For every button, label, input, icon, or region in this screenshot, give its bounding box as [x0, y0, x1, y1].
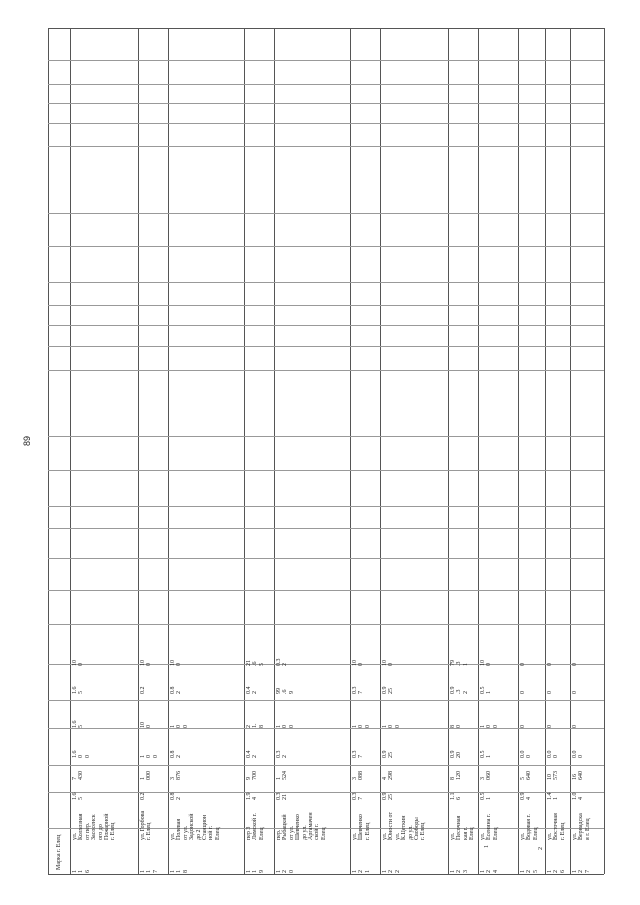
table-cell-idx: 1 2 3 [450, 870, 469, 873]
grid-line-horizontal [48, 558, 604, 559]
table-cell-name: ул. Есенина г. Елец [480, 813, 499, 840]
table-cell-c2: 10 573 [547, 771, 560, 780]
extra-number-2: 2 [538, 847, 544, 850]
grid-line-vertical [518, 28, 519, 874]
table-cell-name: ул. Песочная кая г. Елец [450, 815, 476, 840]
grid-line-vertical [48, 28, 49, 874]
table-cell-c3: 0.0 0 [547, 750, 560, 758]
table-cell-c5: 0 [572, 691, 578, 694]
grid-line-horizontal [48, 60, 604, 61]
table-cell-c3: 0.8 2 [170, 750, 183, 758]
rotated-table-sheet [48, 28, 604, 874]
grid-line-horizontal [48, 436, 604, 437]
table-cell-c2: 16 640 [572, 771, 585, 780]
table-cell-c6: 79 .3 1 [450, 660, 469, 666]
table-cell-name: ул. Шевченко г. Елец [352, 814, 371, 840]
table-cell-c4: 2 1. 8 [246, 723, 265, 728]
table-cell-c1: 1.1 6 [450, 792, 463, 800]
table-cell-idx: 1 2 1 [352, 870, 371, 873]
table-cell-name: ул. Полевая от ул. Задонской до 2 Станцион ной г. Елец [170, 813, 221, 840]
grid-line-horizontal [48, 528, 604, 529]
table-cell-c3: 0.4 2 [246, 750, 259, 758]
grid-line-horizontal [48, 370, 604, 371]
table-cell-c3: 0.0 0 [520, 750, 533, 758]
grid-line-vertical [138, 28, 139, 874]
table-cell-name: пер 3 Лямской г. Елец [246, 813, 265, 840]
table-cell-c5: 0.2 [140, 686, 146, 694]
grid-line-vertical [448, 28, 449, 874]
grid-line-vertical [168, 28, 169, 874]
table-cell-c5: 0.3 7 [352, 686, 365, 694]
grid-line-vertical [478, 28, 479, 874]
table-cell-c1: 0.9 4 [520, 792, 533, 800]
table-cell-c2: 9 700 [246, 771, 259, 780]
grid-line-horizontal [48, 506, 604, 507]
table-cell-c2: 3 876 [170, 771, 183, 780]
table-cell-name: ул. Юности от ул. К.Цеткин до ул. Свободы г. Елец [382, 811, 427, 840]
table-cell-c2: 8 120 [450, 771, 463, 780]
table-cell-c4: 10 0 [140, 722, 153, 728]
table-cell-c6: 10 0 [480, 660, 493, 666]
table-cell-c1: 0.5 1 [480, 792, 493, 800]
table-cell-c2: 3 060 [480, 771, 493, 780]
grid-line-horizontal [48, 213, 604, 214]
table-cell-c4: 0 [520, 725, 526, 728]
table-cell-c4: 1 0 0 [480, 725, 499, 728]
table-cell-c1: 1.0 4 [572, 792, 585, 800]
table-cell-idx: 1 2 2 [382, 870, 401, 873]
grid-line-horizontal [48, 123, 604, 124]
table-cell-c3: 0.3 2 [276, 750, 289, 758]
table-cell-name: ул. Восточная г. Елец [547, 813, 566, 840]
grid-line-horizontal [48, 325, 604, 326]
table-cell-c3: 0.5 1 [480, 750, 493, 758]
grid-line-horizontal [48, 346, 604, 347]
grid-line-vertical [380, 28, 381, 874]
table-cell-name: ул. Водовая г. Елец [520, 814, 539, 840]
table-cell-idx: 1 2 4 [480, 870, 499, 873]
table-cell-c1: 0.3 7 [352, 792, 365, 800]
table-cell-c3: 0.9 20 [450, 750, 463, 758]
grid-line-vertical [545, 28, 546, 874]
grid-line-horizontal [48, 874, 604, 875]
grid-line-horizontal [48, 765, 604, 766]
table-cell-c1: 1.6 5 [72, 792, 85, 800]
table-cell-c5: 0.8 2 [170, 686, 183, 694]
table-cell-c6: 10 0 [352, 660, 365, 666]
table-cell-idx: 1 1 7 [140, 870, 159, 873]
grid-line-horizontal [48, 282, 604, 283]
grid-line-horizontal [48, 624, 604, 625]
table-cell-c3: 0.9 25 [382, 750, 395, 758]
table-cell-name: ул. Горбова г. Елец [140, 810, 153, 840]
table-cell-c5: 0.5 1 [480, 686, 493, 694]
table-cell-c2: 1 000 [140, 771, 153, 780]
table-cell-c3: 1.6 0 0 [72, 750, 91, 758]
grid-line-vertical [604, 28, 605, 874]
table-cell-c1: 0.2 [140, 792, 146, 800]
table-cell-c5: 0 [520, 691, 526, 694]
table-cell-c6: 10 0 [72, 660, 85, 666]
grid-line-horizontal [48, 470, 604, 471]
table-cell-c5: 0.4 2 [246, 686, 259, 694]
table-cell-idx: 1 2 7 [572, 870, 591, 873]
table-cell-c4: 8 0 [450, 725, 463, 728]
table-cell-c6: 0 [572, 663, 578, 666]
table-cell-c1: 0.9 25 [382, 792, 395, 800]
table-cell-c4: 1.6 5 [72, 720, 85, 728]
table-cell-name: пер. Рыбацкий от ул. Шевченко до ул. Аргамачен ской г. Елец [276, 812, 327, 840]
table-cell-name: ул. Колхозная от пер. Засосенск ого до Пожарной г. Елец [72, 813, 117, 840]
table-cell-idx: 1 2 5 [520, 870, 539, 873]
page-number: 89 [22, 435, 32, 446]
grid-line-vertical [70, 28, 71, 874]
grid-line-horizontal [48, 246, 604, 247]
grid-line-horizontal [48, 305, 604, 306]
grid-line-vertical [244, 28, 245, 874]
table-cell-c2: 1 524 [276, 771, 289, 780]
table-cell-c6: 0 [547, 663, 553, 666]
table-cell-idx: 1 1 8 [170, 870, 189, 873]
extra-number-1: 1 [484, 845, 490, 848]
grid-line-vertical [350, 28, 351, 874]
table-cell-c4: 1 0 0 [352, 725, 371, 728]
grid-line-horizontal [48, 700, 604, 701]
table-cell-c6: 10 0 [382, 660, 395, 666]
table-cell-idx: 1 1 9 [246, 870, 265, 873]
table-cell-c6: 0.3 2 [276, 658, 289, 666]
grid-line-horizontal [48, 84, 604, 85]
table-cell-c1: 0.8 2 [170, 792, 183, 800]
table-cell-c1: 0.3 21 [276, 792, 289, 800]
grid-line-vertical [274, 28, 275, 874]
table-cell-c5: 99 .6 9 [276, 688, 295, 694]
table-cell-c5: 0.9 25 [382, 686, 395, 694]
table-cell-c1: 1.9 4 [246, 792, 259, 800]
table-cell-name: ул. Вернадска я г. Елец [572, 813, 591, 840]
table-cell-c4: 0 [572, 725, 578, 728]
grid-line-vertical [570, 28, 571, 874]
table-cell-c2: 3 088 [352, 771, 365, 780]
grid-line-horizontal [48, 728, 604, 729]
table-cell-c2: 5 640 [520, 771, 533, 780]
table-cell-c4: 1 0 0 [276, 725, 295, 728]
table-cell-c3: 0.0 0 [572, 750, 585, 758]
table-cell-c3: 1 0 0 [140, 755, 159, 758]
table-cell-c6: 0 [520, 663, 526, 666]
grid-line-horizontal [48, 146, 604, 147]
table-cell-idx: 1 2 0 [276, 870, 295, 873]
table-cell-c4: 1 0 0 [170, 725, 189, 728]
grid-line-horizontal [48, 590, 604, 591]
grid-line-horizontal [48, 28, 604, 29]
grid-line-horizontal [48, 103, 604, 104]
table-cell-c5: 0.9 .3 2 [450, 686, 469, 694]
table-cell-c1: 1.4 1 [547, 792, 560, 800]
table-cell-c2: 4 298 [382, 771, 395, 780]
table-cell-c3: 0.3 7 [352, 750, 365, 758]
table-cell-c6: 10 0 [140, 660, 153, 666]
table-cell-c4: 0 [547, 725, 553, 728]
table-cell-c6: 21 .6 5 [246, 660, 265, 666]
table-cell-c6: 10 0 [170, 660, 183, 666]
table-cell-c2: 7 430 [72, 771, 85, 780]
table-cell-c5: 0 [547, 691, 553, 694]
table-cell-idx: 1 2 6 [547, 870, 566, 873]
table-cell-c5: 1.6 5 [72, 686, 85, 694]
table-cell-c4: 1 0 0 [382, 725, 401, 728]
header-name-label: Марка г. Елец [56, 834, 62, 870]
table-cell-idx: 1 1 6 [72, 870, 91, 873]
